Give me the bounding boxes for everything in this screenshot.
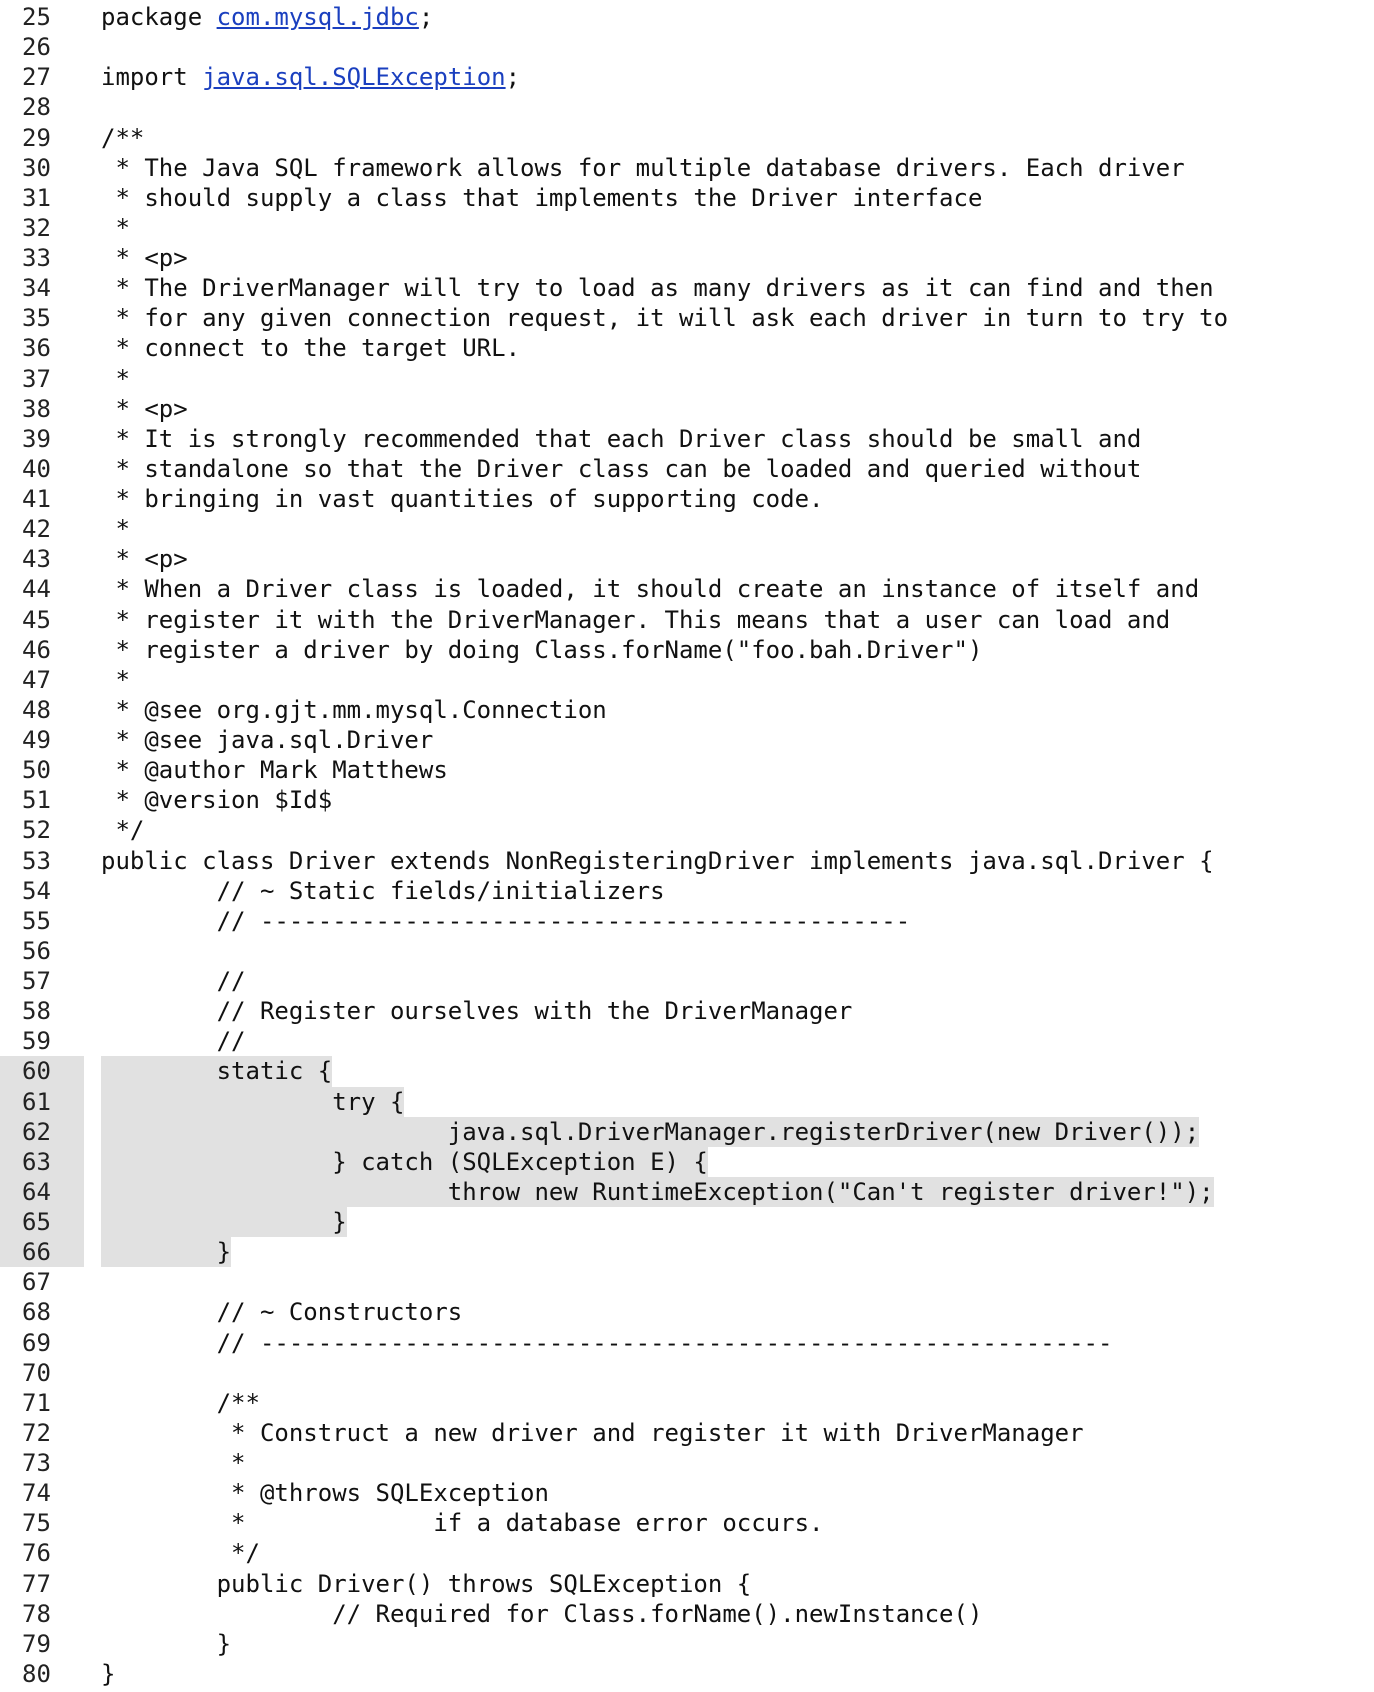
code-line bbox=[0, 484, 1374, 514]
code-text: * Construct a new driver and register it with DriverManager bbox=[101, 1418, 1084, 1447]
code-line bbox=[0, 123, 1374, 153]
line-number: 57 bbox=[22, 967, 51, 995]
line-number: 80 bbox=[22, 1659, 51, 1688]
line-number: 61 bbox=[0, 1087, 84, 1117]
line-number: 26 bbox=[22, 33, 51, 62]
line-number: 54 bbox=[22, 876, 51, 905]
code-line bbox=[0, 243, 1374, 273]
code-text: * The Java SQL framework allows for multiple database drivers. Each driver bbox=[101, 153, 1185, 182]
code-text: * register a driver by doing Class.forName("foo.bah.Driver") bbox=[101, 635, 983, 664]
code-text: * if a database error occurs. bbox=[101, 1509, 824, 1538]
code-line bbox=[0, 2, 1374, 32]
line-number: 30 bbox=[22, 153, 51, 182]
code-line bbox=[0, 876, 1374, 906]
code-text: * for any given connection request, it will ask each driver in turn to try to bbox=[101, 304, 1229, 333]
line-number: 35 bbox=[22, 304, 51, 333]
line-number: 45 bbox=[22, 605, 51, 634]
code-line bbox=[0, 755, 1374, 785]
code-text: * <p> bbox=[101, 244, 188, 272]
code-text: // Required for Class.forName().newInstance() bbox=[101, 1599, 983, 1628]
code-link[interactable]: com.mysql.jdbc bbox=[216, 3, 419, 31]
line-number: 69 bbox=[22, 1328, 51, 1357]
code-text: * It is strongly recommended that each Driver class should be small and bbox=[101, 424, 1142, 453]
code-text: * register it with the DriverManager. This means that a user can load and bbox=[101, 605, 1171, 634]
code-text bbox=[101, 2, 433, 32]
code-text: } bbox=[101, 1659, 116, 1688]
code-line bbox=[0, 906, 1374, 936]
code-text: * bbox=[101, 1449, 246, 1477]
code-text: * bringing in vast quantities of supporting code. bbox=[101, 485, 824, 513]
line-number: 53 bbox=[22, 846, 51, 875]
line-number: 68 bbox=[22, 1298, 51, 1327]
code-line bbox=[0, 514, 1374, 544]
line-number: 64 bbox=[0, 1177, 84, 1207]
code-line bbox=[0, 966, 1374, 996]
code-line bbox=[0, 153, 1374, 183]
line-number: 48 bbox=[22, 695, 51, 724]
line-number: 60 bbox=[0, 1056, 84, 1086]
line-number: 38 bbox=[22, 394, 51, 423]
code-line bbox=[0, 665, 1374, 695]
line-number: 40 bbox=[22, 454, 51, 483]
code-line bbox=[0, 1147, 1374, 1177]
code-text: java.sql.DriverManager.registerDriver(new Driver()); bbox=[101, 1117, 1200, 1146]
line-number: 52 bbox=[22, 816, 51, 845]
code-line bbox=[0, 213, 1374, 243]
line-number: 79 bbox=[22, 1629, 51, 1658]
code-line bbox=[0, 1297, 1374, 1327]
code-token: ; bbox=[505, 63, 521, 92]
code-text: */ bbox=[101, 1539, 260, 1568]
code-text: // ~ Constructors bbox=[101, 1298, 463, 1327]
code-text: throw new RuntimeException("Can't register driver!"); bbox=[101, 1177, 1214, 1206]
line-number: 73 bbox=[22, 1449, 51, 1477]
code-line bbox=[0, 1569, 1374, 1599]
code-line bbox=[0, 273, 1374, 303]
line-number: 70 bbox=[22, 1358, 51, 1387]
code-line bbox=[0, 92, 1374, 122]
code-text: /** bbox=[101, 1388, 260, 1417]
code-line bbox=[0, 1388, 1374, 1418]
code-text: * bbox=[101, 515, 130, 544]
code-line bbox=[0, 1177, 1374, 1207]
code-text: * The DriverManager will try to load as many drivers as it can find and then bbox=[101, 274, 1214, 303]
code-line bbox=[0, 32, 1374, 62]
line-number: 47 bbox=[22, 665, 51, 694]
code-text: public Driver() throws SQLException { bbox=[101, 1569, 752, 1598]
code-line bbox=[0, 303, 1374, 333]
code-line bbox=[0, 183, 1374, 213]
code-line bbox=[0, 574, 1374, 604]
line-number: 78 bbox=[22, 1599, 51, 1628]
code-text: } bbox=[101, 1629, 232, 1658]
code-line bbox=[0, 424, 1374, 454]
line-number: 51 bbox=[22, 786, 51, 815]
code-text: * <p> bbox=[101, 545, 188, 574]
line-number: 28 bbox=[22, 93, 51, 122]
code-line bbox=[0, 725, 1374, 755]
code-line bbox=[0, 1056, 1374, 1086]
code-line bbox=[0, 1358, 1374, 1388]
code-line bbox=[0, 1087, 1374, 1117]
code-text: * @see java.sql.Driver bbox=[101, 726, 434, 754]
code-line bbox=[0, 1328, 1374, 1358]
code-line bbox=[0, 1117, 1374, 1147]
code-text: * bbox=[101, 665, 130, 694]
code-line bbox=[0, 785, 1374, 815]
line-number: 75 bbox=[22, 1509, 51, 1538]
line-number: 27 bbox=[22, 63, 51, 92]
code-text: /** bbox=[101, 123, 145, 152]
code-text: // --------------------------------------------- bbox=[101, 906, 911, 935]
code-text: * connect to the target URL. bbox=[101, 334, 521, 363]
code-text: * <p> bbox=[101, 394, 188, 423]
line-number: 62 bbox=[0, 1117, 84, 1147]
code-text: // bbox=[101, 967, 246, 995]
code-line bbox=[0, 1448, 1374, 1478]
code-line bbox=[0, 996, 1374, 1026]
line-number: 25 bbox=[22, 3, 51, 31]
line-number: 42 bbox=[22, 515, 51, 544]
code-line bbox=[0, 1659, 1374, 1689]
code-line bbox=[0, 695, 1374, 725]
code-line bbox=[0, 846, 1374, 876]
code-text: } bbox=[101, 1208, 347, 1236]
line-number: 31 bbox=[22, 183, 51, 212]
line-number: 65 bbox=[0, 1207, 84, 1237]
line-number: 46 bbox=[22, 635, 51, 664]
line-number: 33 bbox=[22, 244, 51, 272]
code-line bbox=[0, 454, 1374, 484]
line-number: 50 bbox=[22, 756, 51, 785]
code-text: // bbox=[101, 1027, 246, 1056]
line-number: 32 bbox=[22, 213, 51, 242]
code-line bbox=[0, 605, 1374, 635]
code-token: ; bbox=[418, 3, 434, 31]
code-text: * should supply a class that implements the Driver interface bbox=[101, 183, 983, 212]
code-text: * bbox=[101, 364, 130, 393]
code-text: public class Driver extends NonRegisteringDriver implements java.sql.Driver { bbox=[101, 846, 1214, 875]
code-line bbox=[0, 364, 1374, 394]
code-text: // ----------------------------------------------------------- bbox=[101, 1328, 1113, 1357]
line-number: 44 bbox=[22, 575, 51, 604]
code-line bbox=[0, 394, 1374, 424]
code-text: try { bbox=[101, 1087, 405, 1116]
line-number: 58 bbox=[22, 997, 51, 1026]
code-line bbox=[0, 62, 1374, 92]
code-text: */ bbox=[101, 816, 145, 845]
code-line bbox=[0, 1599, 1374, 1629]
code-text: * @author Mark Matthews bbox=[101, 756, 448, 785]
code-text: } catch (SQLException E) { bbox=[101, 1147, 708, 1176]
code-line bbox=[0, 1418, 1374, 1448]
code-line bbox=[0, 1538, 1374, 1568]
line-number: 39 bbox=[22, 424, 51, 453]
line-number: 29 bbox=[22, 123, 51, 152]
code-token: import bbox=[101, 63, 203, 92]
code-line bbox=[0, 635, 1374, 665]
line-number: 67 bbox=[22, 1268, 51, 1297]
line-number: 34 bbox=[22, 274, 51, 303]
line-number: 71 bbox=[22, 1388, 51, 1417]
code-text: } bbox=[101, 1238, 232, 1267]
line-number: 66 bbox=[0, 1237, 84, 1267]
line-number: 77 bbox=[22, 1569, 51, 1598]
line-number: 36 bbox=[22, 334, 51, 363]
code-text: * When a Driver class is loaded, it should create an instance of itself and bbox=[101, 575, 1200, 604]
code-text: * standalone so that the Driver class can be loaded and queried without bbox=[101, 454, 1142, 483]
line-number: 59 bbox=[22, 1027, 51, 1056]
line-number: 37 bbox=[22, 364, 51, 393]
code-line bbox=[0, 1237, 1374, 1267]
line-number: 49 bbox=[22, 726, 51, 754]
code-line bbox=[0, 544, 1374, 574]
code-link[interactable]: java.sql.SQLException bbox=[202, 63, 506, 92]
line-number: 55 bbox=[22, 906, 51, 935]
code-text: // ~ Static fields/initializers bbox=[101, 876, 665, 905]
code-text: * @see org.gjt.mm.mysql.Connection bbox=[101, 695, 607, 724]
line-number: 41 bbox=[22, 485, 51, 513]
line-number: 56 bbox=[22, 936, 51, 965]
code-line bbox=[0, 936, 1374, 966]
code-line bbox=[0, 333, 1374, 363]
code-line bbox=[0, 815, 1374, 845]
code-line bbox=[0, 1629, 1374, 1659]
line-number: 72 bbox=[22, 1418, 51, 1447]
code-line bbox=[0, 1026, 1374, 1056]
code-line bbox=[0, 1207, 1374, 1237]
line-number: 74 bbox=[22, 1479, 51, 1508]
code-text: * bbox=[101, 213, 130, 242]
line-number: 76 bbox=[22, 1539, 51, 1568]
code-line bbox=[0, 1478, 1374, 1508]
code-line bbox=[0, 1267, 1374, 1297]
code-text: * @throws SQLException bbox=[101, 1479, 549, 1508]
line-number: 43 bbox=[22, 545, 51, 574]
code-text: // Register ourselves with the DriverManager bbox=[101, 997, 853, 1026]
code-token: package bbox=[101, 3, 217, 31]
code-text: static { bbox=[101, 1057, 333, 1086]
code-line bbox=[0, 1508, 1374, 1538]
code-text: * @version $Id$ bbox=[101, 786, 333, 815]
code-text bbox=[101, 62, 520, 92]
source-code-view bbox=[0, 2, 1374, 1689]
line-number: 63 bbox=[0, 1147, 84, 1177]
